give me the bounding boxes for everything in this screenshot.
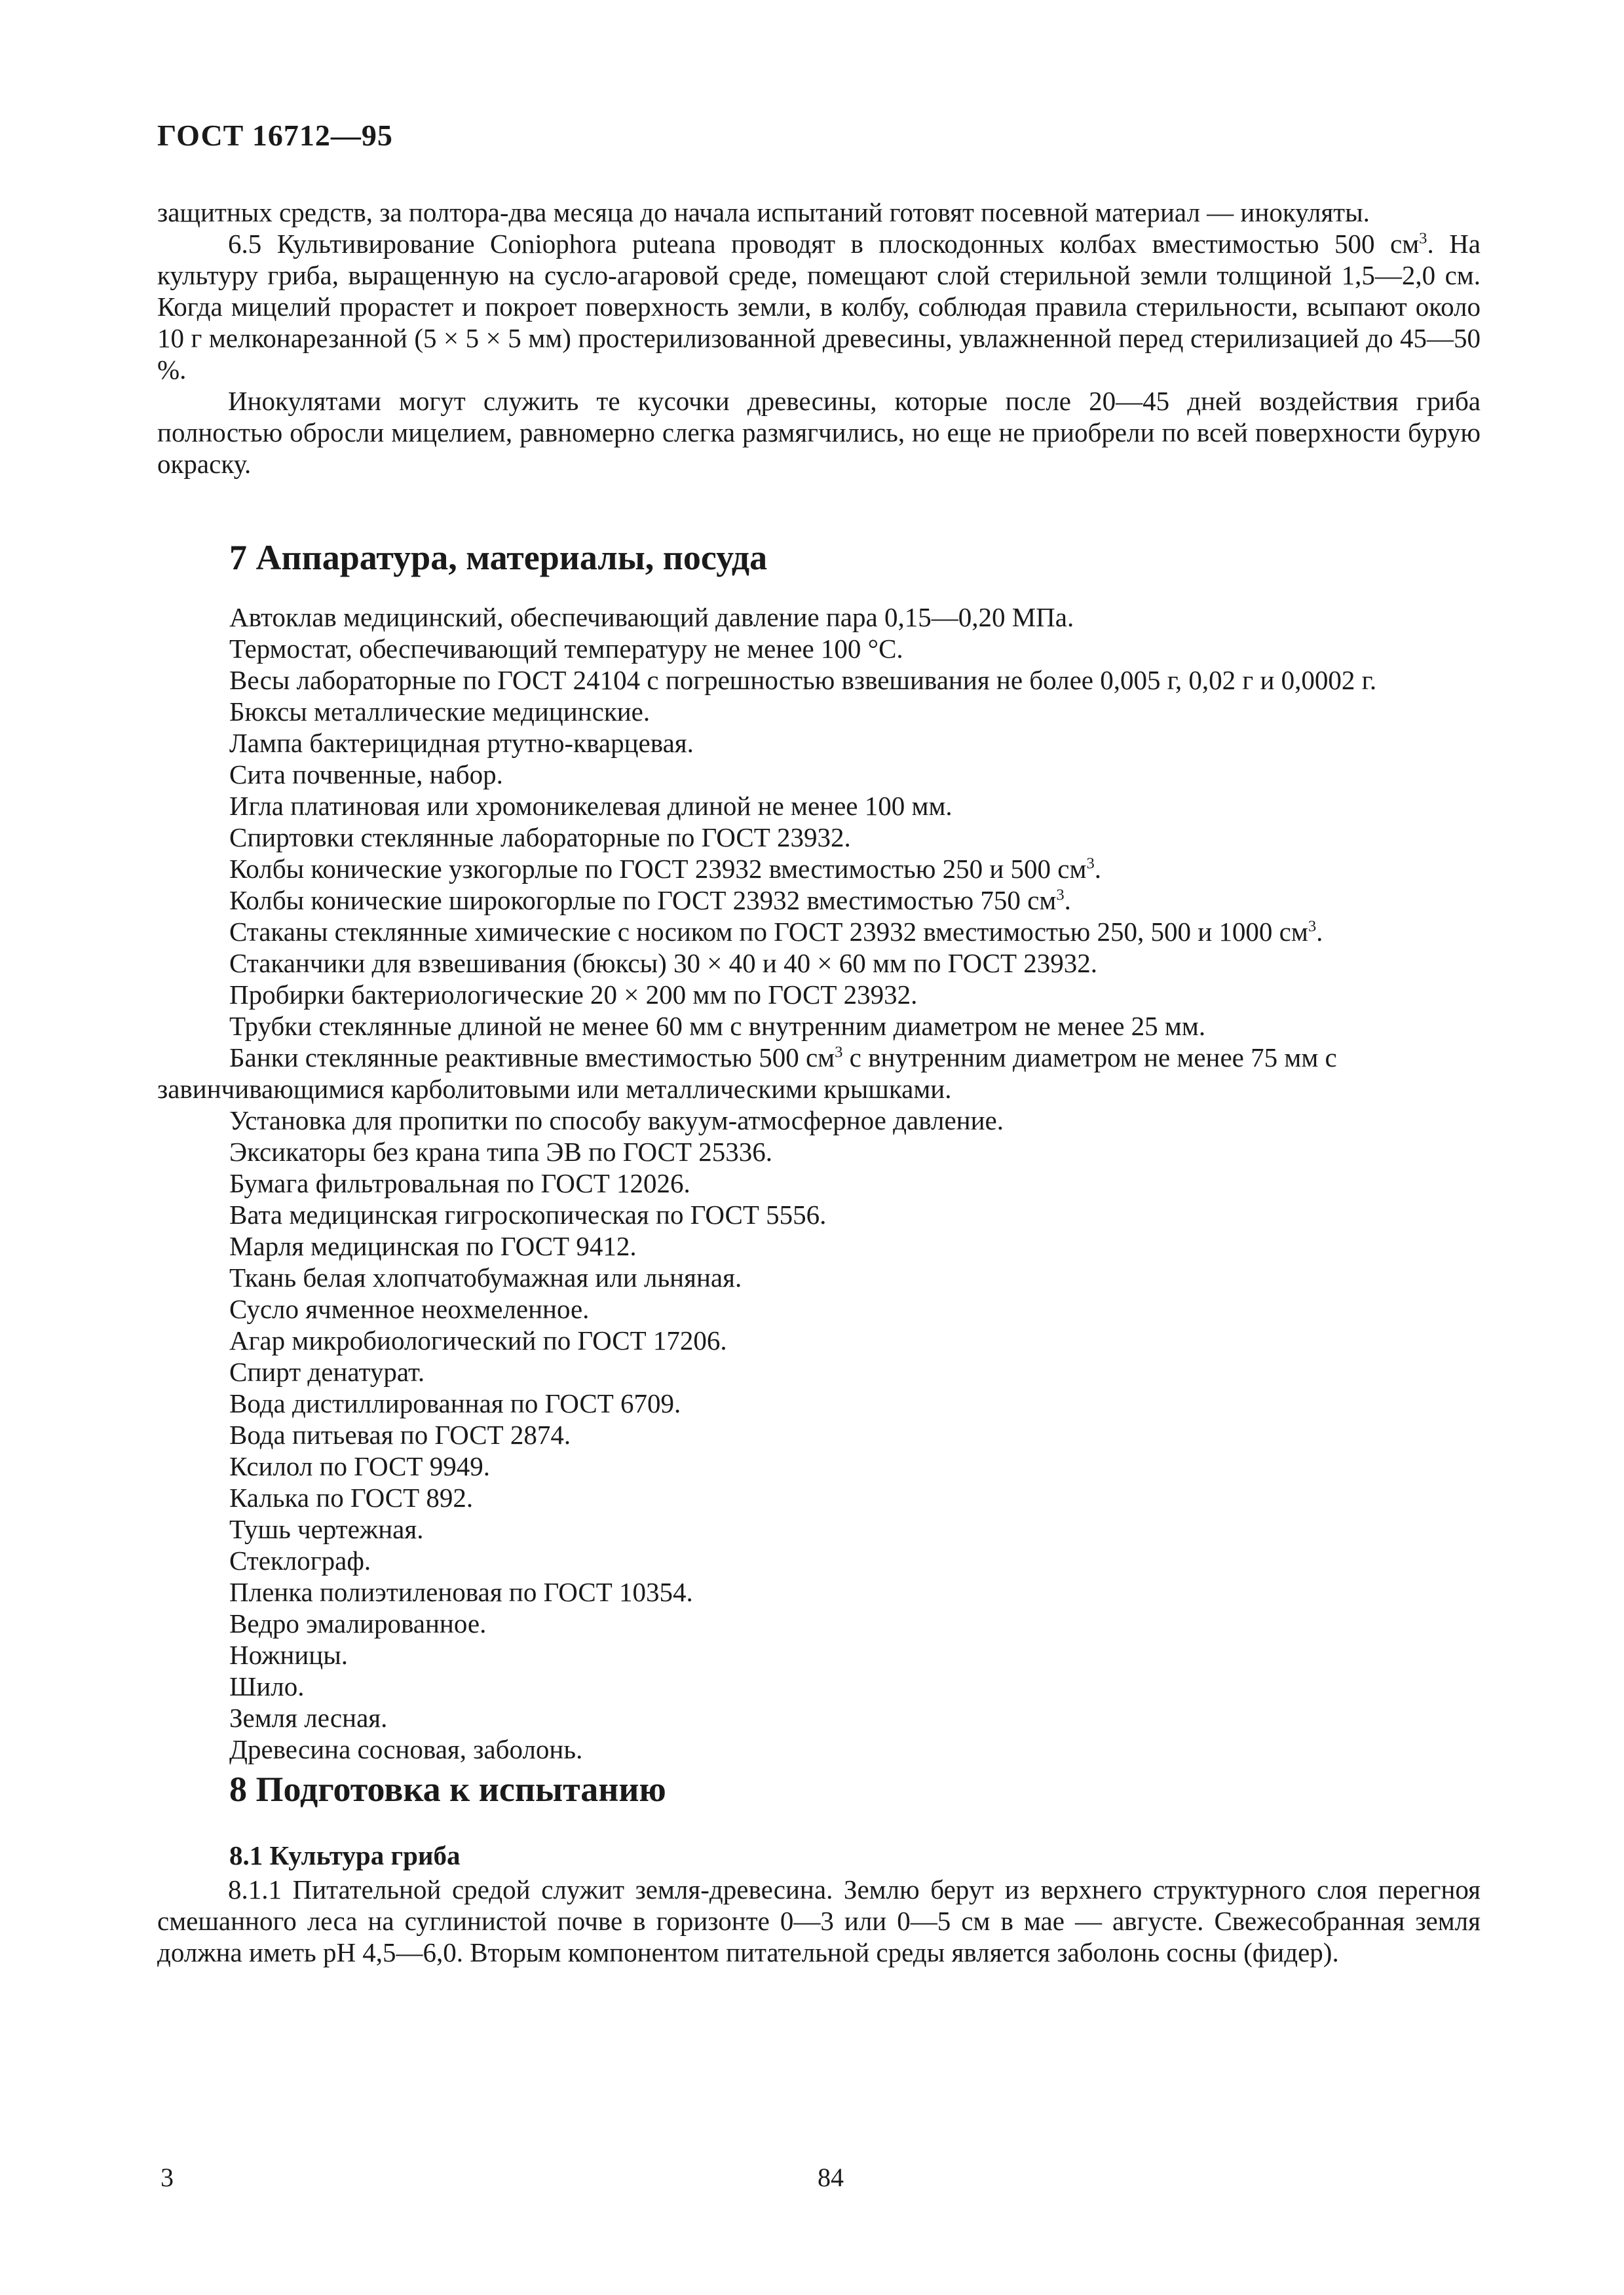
list-item: Ножницы. [229, 1640, 349, 1670]
list-item: Спирт денатурат. [229, 1357, 425, 1387]
list-item: Бумага фильтровальная по ГОСТ 12026. [229, 1168, 690, 1198]
list-item: Игла платиновая или хромоникелевая длиной не менее 100 мм. [229, 791, 953, 821]
list-item: Земля лесная. [229, 1703, 388, 1733]
list-item: Стаканчики для взвешивания (бюксы) 30 × 40 и 40 × 60 мм по ГОСТ 23932. [229, 948, 1097, 978]
list-item: Агар микробиологический по ГОСТ 17206. [229, 1325, 727, 1356]
section-7-title: 7 Аппаратура, материалы, посуда [229, 538, 768, 577]
list-item: Бюксы металлические медицинские. [229, 696, 651, 727]
section-8-title: 8 Подготовка к испытанию [229, 1770, 666, 1809]
list-item: Вода дистиллированная по ГОСТ 6709. [229, 1388, 681, 1418]
intro-block [157, 197, 1481, 480]
list-item: Стеклограф. [229, 1546, 371, 1576]
list-item: Тушь чертежная. [229, 1514, 424, 1544]
list-item: Пробирки бактериологические 20 × 200 мм по ГОСТ 23932. [229, 979, 918, 1010]
paragraph-6-5: 6.5 Культивирование Coniophora puteana проводят в плоскодонных колбах вместимостью 500 $см^3$. На культуру гриба, выращенную на сусло-агаровой среде, помещают слой стерильной земли толщиной 1,5—2,0 см. Когда мицелий прорастет и покроет поверхность земли, в колбу, соблюдая правила стерильности, всыпают около 10 г мелконарезанной (5 × 5 × 5 мм) простерилизованной древесины, увлажненной перед стерилизацией до 45—50 %. [157, 229, 1481, 385]
list-item: Калька по ГОСТ 892. [229, 1483, 474, 1513]
list-item: Колбы конические узкогорлые по ГОСТ 23932 вместимостью 250 и 500 $см^3$. [229, 854, 1101, 884]
list-item: Ведро эмалированное. [229, 1608, 487, 1639]
list-item: Стаканы стеклянные химические с носиком по ГОСТ 23932 вместимостью 250, 500 и 1000 $см^3$. [229, 917, 1323, 947]
list-item: Сита почвенные, набор. [229, 759, 503, 789]
list-item: Весы лабораторные по ГОСТ 24104 с погрешностью взвешивания не более 0,005 г, 0,02 г и 0,0002 г. [229, 665, 1377, 695]
list-item: Спиртовки стеклянные лабораторные по ГОСТ 23932. [229, 822, 851, 852]
paragraph-8-1-1: 8.1.1 Питательной средой служит земля-древесина. Землю берут из верхнего структурного слоя перегноя смешанного леса на суглинистой почве в горизонте 0—3 или 0—5 см в мае — августе. Свежесобранная земля должна иметь pH 4,5—6,0. Вторым компонентом питательной среды является заболонь сосны (фидер). [157, 1874, 1481, 1967]
list-item: Вода питьевая по ГОСТ 2874. [229, 1420, 571, 1450]
list-item: Древесина сосновая, заболонь. [229, 1734, 583, 1764]
list-item: Трубки стеклянные длиной не менее 60 мм с внутренним диаметром не менее 25 мм. [229, 1011, 1206, 1041]
list-item: Термостат, обеспечивающий температуру не менее 100 °С. [229, 634, 903, 664]
list-item: Эксикаторы без крана типа ЭВ по ГОСТ 25336. [229, 1137, 772, 1167]
list-item: Марля медицинская по ГОСТ 9412. [229, 1231, 637, 1261]
list-item: Сусло ячменное неохмеленное. [229, 1294, 590, 1324]
footer-left-number: 3 [161, 2163, 174, 2192]
list-item: Колбы конические широкогорлые по ГОСТ 23932 вместимостью 750 $см^3$. [229, 885, 1071, 915]
list-item: Банки стеклянные реактивные вместимостью 500 $см^3$ с внутренним диаметром не менее 75 мм с завинчивающимися карболитовыми или металлическими крышками. [157, 1042, 1337, 1104]
list-item: Шило. [229, 1671, 305, 1701]
list-item: Пленка полиэтиленовая по ГОСТ 10354. [229, 1577, 693, 1607]
section-8-body [157, 1874, 1481, 1968]
document-header: ГОСТ 16712—95 [157, 119, 393, 152]
page-number: 84 [818, 2163, 844, 2192]
subsection-8-1-title: 8.1 Культура гриба [229, 1840, 461, 1870]
list-item: Ксилол по ГОСТ 9949. [229, 1451, 490, 1481]
list-item: Установка для пропитки по способу вакуум-атмосферное давление. [229, 1105, 1004, 1135]
paragraph-inoculates: Инокулятами могут служить те кусочки древесины, которые после 20—45 дней воздействия гриба полностью обросли мицелием, равномерно слегка размягчились, но еще не приобрели по всей поверхности бурую окраску. [157, 386, 1481, 479]
list-item: Автоклав медицинский, обеспечивающий давление пара 0,15—0,20 МПа. [229, 602, 1074, 632]
list-item: Ткань белая хлопчатобумажная или льняная. [229, 1262, 742, 1293]
list-item: Вата медицинская гигроскопическая по ГОСТ 5556. [229, 1200, 827, 1230]
paragraph-continuation: защитных средств, за полтора-два месяца до начала испытаний готовят посевной материал — инокуляты. [157, 197, 1370, 227]
list-item: Лампа бактерицидная ртутно-кварцевая. [229, 728, 694, 758]
equipment-list [157, 601, 1494, 1765]
